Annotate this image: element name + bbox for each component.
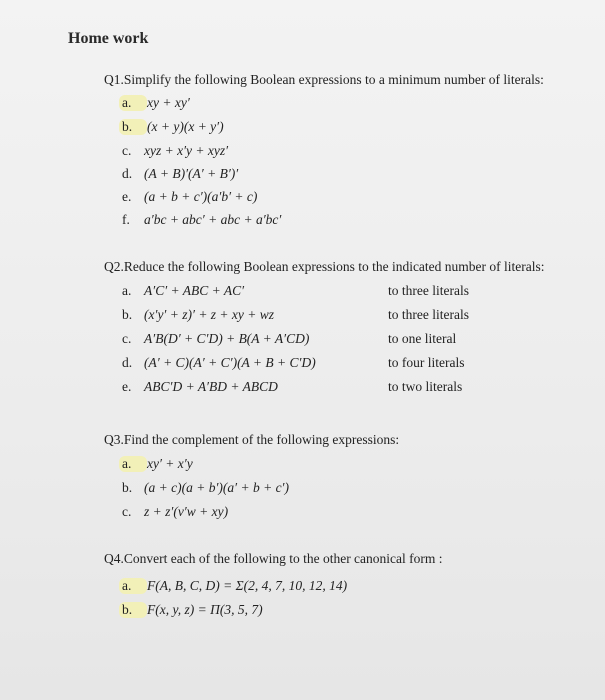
q1-item-label: b. xyxy=(119,119,147,135)
q3-item xyxy=(122,456,193,472)
q1-heading: Q1.Simplify the following Boolean expressions to a minimum number of literals: xyxy=(104,72,544,87)
q1-item xyxy=(122,212,281,228)
q2-item-expr: ABC′D + A′BD + ABCD xyxy=(144,379,278,394)
q3-item-expr: xy′ + x′y xyxy=(147,456,193,471)
q2-item xyxy=(122,307,274,323)
q2-item-expr: A′C′ + ABC + AC′ xyxy=(144,283,245,298)
q1-item xyxy=(122,143,228,159)
q2-item-expr: A′B(D′ + C′D) + B(A + A′CD) xyxy=(144,331,310,346)
q2-item-expr: (A′ + C)(A′ + C′)(A + B + C′D) xyxy=(144,355,316,370)
q1-item xyxy=(122,189,257,205)
q2-item xyxy=(122,379,278,395)
q1-item-label: e. xyxy=(122,189,132,204)
q4-heading: Q4.Convert each of the following to the other canonical form : xyxy=(104,551,443,566)
q2-item-target: to one literal xyxy=(388,331,457,346)
q4-item-expr: F(x, y, z) = Π(3, 5, 7) xyxy=(147,602,263,617)
q3-item-expr: (a + c)(a + b′)(a′ + b + c′) xyxy=(144,480,290,495)
q3-item-label: a. xyxy=(119,456,147,472)
q2-item-label: b. xyxy=(122,307,133,322)
q1-item-label: c. xyxy=(122,143,132,158)
q1-item-expr: (A + B)′(A′ + B′)′ xyxy=(144,166,239,181)
q2-item xyxy=(122,283,244,299)
q1-item-expr: xy + xy′ xyxy=(147,95,190,110)
q4-item-expr: F(A, B, C, D) = Σ(2, 4, 7, 10, 12, 14) xyxy=(147,578,348,593)
q2-item-label: c. xyxy=(122,331,132,346)
q2-item-label: a. xyxy=(122,283,132,298)
q4-item-label: b. xyxy=(119,602,147,618)
q2-item xyxy=(122,331,309,347)
q2-item-target: to three literals xyxy=(388,283,469,298)
q1-item xyxy=(122,119,224,135)
q1-item-label: a. xyxy=(119,95,147,111)
q3-item-label: b. xyxy=(122,480,133,495)
q2-item-label: d. xyxy=(122,355,133,370)
q1-item-label: f. xyxy=(122,212,130,227)
q2-item-label: e. xyxy=(122,379,132,394)
q1-item-expr: (a + b + c′)(a′b′ + c) xyxy=(144,189,258,204)
q1-item-expr: a′bc + abc′ + abc + a′bc′ xyxy=(144,212,282,227)
q2-heading: Q2.Reduce the following Boolean expressions to the indicated number of literals: xyxy=(104,259,545,274)
page-title: Home work xyxy=(68,30,149,47)
q4-item xyxy=(122,602,263,618)
q1-item-label: d. xyxy=(122,166,133,181)
q4-item-label: a. xyxy=(119,578,147,594)
q3-item-expr: z + z′(v′w + xy) xyxy=(144,504,229,519)
q1-item-expr: xyz + x′y + xyz′ xyxy=(144,143,229,158)
q3-item xyxy=(122,480,289,496)
q1-item xyxy=(122,166,238,182)
q4-item xyxy=(122,578,347,594)
q2-item xyxy=(122,355,316,371)
q1-item-expr: (x + y)(x + y′) xyxy=(147,119,224,134)
q3-heading: Q3.Find the complement of the following expressions: xyxy=(104,432,400,447)
q2-item-target: to four literals xyxy=(388,355,465,370)
q2-item-target: to two literals xyxy=(388,379,463,394)
q3-item xyxy=(122,504,228,520)
q3-item-label: c. xyxy=(122,504,132,519)
q1-item xyxy=(122,95,190,111)
q2-item-target: to three literals xyxy=(388,307,469,322)
q2-item-expr: (x′y′ + z)′ + z + xy + wz xyxy=(144,307,275,322)
